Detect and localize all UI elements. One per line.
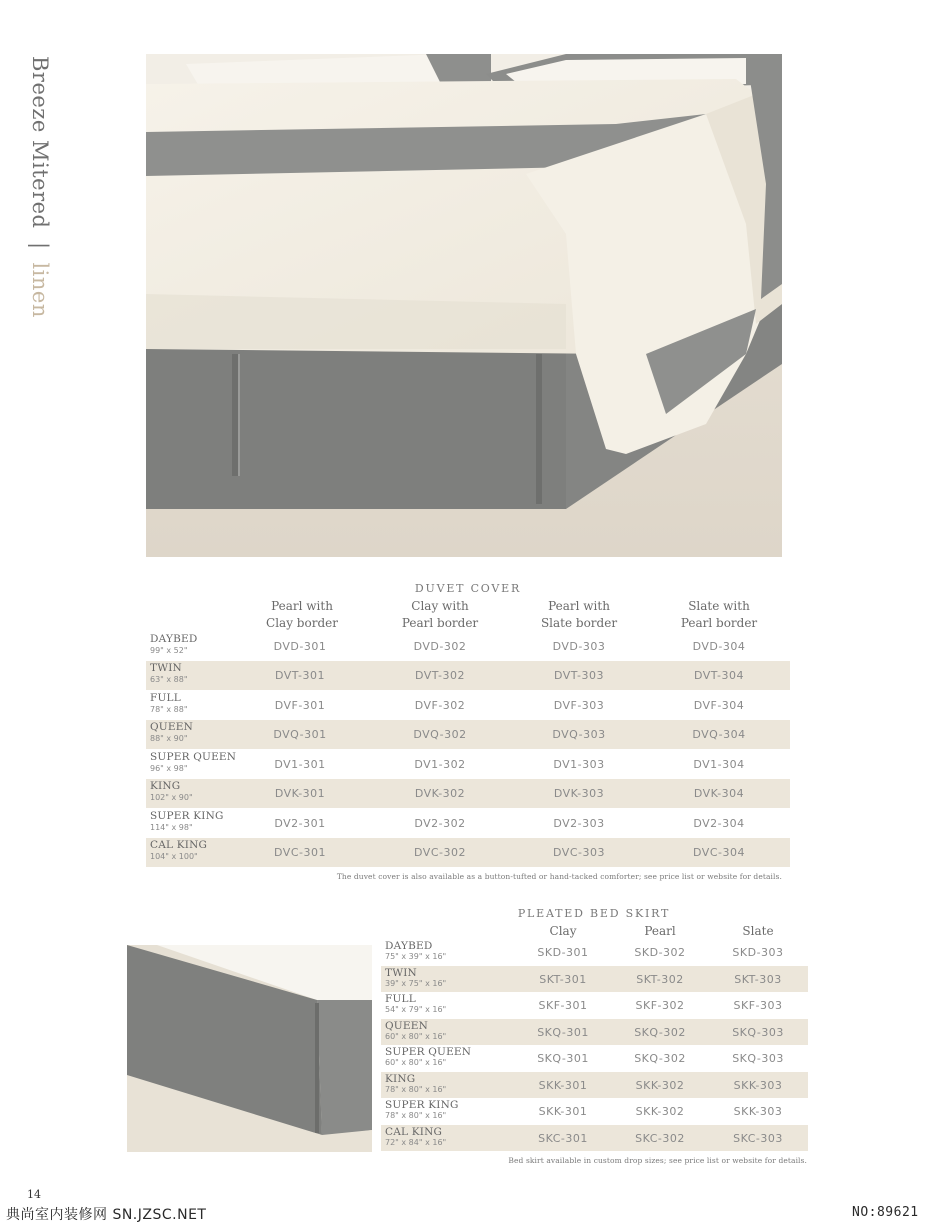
sku-code: DVD-301 bbox=[273, 640, 327, 653]
duvet-column-header bbox=[232, 598, 372, 632]
table-row bbox=[146, 661, 790, 690]
sku-code: DVT-303 bbox=[554, 669, 604, 682]
size-label: KING bbox=[150, 780, 181, 792]
size-label: TWIN bbox=[150, 662, 182, 674]
skirt-table bbox=[381, 905, 808, 1170]
sku-code: DVK-302 bbox=[414, 787, 466, 800]
sku-code: SKD-301 bbox=[537, 946, 589, 959]
size-label: SUPER QUEEN bbox=[150, 751, 237, 763]
sku-code: SKQ-303 bbox=[732, 1026, 784, 1039]
size-label: QUEEN bbox=[150, 721, 193, 733]
column-line: Pearl with bbox=[271, 599, 333, 613]
sku-code: SKK-301 bbox=[538, 1079, 588, 1092]
table-row bbox=[146, 750, 790, 779]
page-number: 14 bbox=[27, 1188, 41, 1201]
size-dimensions: 75" x 39" x 16" bbox=[385, 952, 447, 961]
table-row bbox=[146, 632, 790, 661]
size-label: FULL bbox=[150, 692, 181, 704]
sku-code: SKC-301 bbox=[538, 1132, 588, 1145]
duvet-column-header bbox=[649, 598, 789, 632]
sku-code: DVQ-301 bbox=[273, 728, 327, 741]
sku-code: SKC-302 bbox=[635, 1132, 685, 1145]
table-row bbox=[381, 1045, 808, 1071]
size-label: DAYBED bbox=[150, 633, 198, 645]
column-line: Slate border bbox=[540, 616, 618, 630]
sku-code: DV1-304 bbox=[693, 758, 745, 771]
sku-code: SKT-302 bbox=[636, 973, 684, 986]
size-label: TWIN bbox=[385, 967, 417, 979]
size-label: FULL bbox=[385, 993, 416, 1005]
duvet-table-title: DUVET COVER bbox=[414, 582, 522, 595]
sku-code: SKF-302 bbox=[635, 999, 685, 1012]
sku-code: DVF-302 bbox=[414, 699, 466, 712]
sku-code: SKT-301 bbox=[539, 973, 587, 986]
sku-code: SKD-302 bbox=[634, 946, 686, 959]
sku-code: DVC-302 bbox=[414, 846, 466, 859]
sku-code: DVQ-302 bbox=[413, 728, 467, 741]
sku-code: DVC-301 bbox=[274, 846, 326, 859]
fabric-name: linen bbox=[28, 262, 52, 318]
size-label: SUPER QUEEN bbox=[385, 1046, 472, 1058]
sku-code: DVT-304 bbox=[694, 669, 744, 682]
table-row bbox=[381, 939, 808, 965]
size-dimensions: 60" x 80" x 16" bbox=[385, 1058, 447, 1067]
table-row bbox=[146, 779, 790, 808]
watermark-left: 典尚室内装修网 SN.JZSC.NET bbox=[6, 1207, 207, 1223]
column-line: Pearl border bbox=[680, 616, 758, 630]
sku-code: DVT-302 bbox=[415, 669, 465, 682]
sku-code: DVD-304 bbox=[692, 640, 746, 653]
table-row bbox=[146, 809, 790, 838]
size-dimensions: 104" x 100" bbox=[150, 852, 198, 861]
column-line: Pearl border bbox=[401, 616, 479, 630]
sku-code: SKD-303 bbox=[732, 946, 784, 959]
sku-code: DVD-303 bbox=[552, 640, 606, 653]
size-dimensions: 102" x 90" bbox=[150, 793, 193, 802]
table-row bbox=[146, 720, 790, 749]
size-dimensions: 99" x 52" bbox=[150, 646, 188, 655]
duvet-table bbox=[146, 580, 790, 885]
sku-code: SKQ-302 bbox=[634, 1026, 686, 1039]
size-label: QUEEN bbox=[385, 1020, 428, 1032]
size-label: SUPER KING bbox=[150, 810, 224, 822]
collection-name: Breeze Mitered bbox=[28, 56, 52, 229]
sku-code: SKK-301 bbox=[538, 1105, 588, 1118]
sku-code: SKK-302 bbox=[635, 1079, 685, 1092]
column-line: Clay with bbox=[411, 599, 469, 613]
sku-code: SKQ-303 bbox=[732, 1052, 784, 1065]
sku-code: DVT-301 bbox=[275, 669, 325, 682]
column-line: Pearl with bbox=[548, 599, 610, 613]
sku-code: DV1-302 bbox=[414, 758, 466, 771]
table-row bbox=[381, 992, 808, 1018]
sku-code: SKF-301 bbox=[538, 999, 588, 1012]
size-dimensions: 60" x 80" x 16" bbox=[385, 1032, 447, 1041]
sku-code: SKQ-302 bbox=[634, 1052, 686, 1065]
bedding-photo bbox=[146, 54, 782, 557]
table-row bbox=[381, 966, 808, 992]
sku-code: DVQ-303 bbox=[552, 728, 606, 741]
sku-code: DVK-303 bbox=[553, 787, 605, 800]
size-label: SUPER KING bbox=[385, 1099, 459, 1111]
size-dimensions: 114" x 98" bbox=[150, 823, 193, 832]
column-line: Slate with bbox=[688, 599, 750, 613]
sku-code: DVF-303 bbox=[553, 699, 605, 712]
sku-code: SKK-303 bbox=[733, 1105, 783, 1118]
title-separator: | bbox=[28, 241, 52, 250]
sku-code: DV2-303 bbox=[553, 817, 605, 830]
duvet-note: The duvet cover is also available as a button-tufted or hand-tacked comforter; see price list or website for details. bbox=[336, 872, 782, 881]
size-dimensions: 78" x 88" bbox=[150, 705, 188, 714]
sku-code: DV2-304 bbox=[693, 817, 745, 830]
sku-code: DVF-301 bbox=[274, 699, 326, 712]
size-dimensions: 78" x 80" x 16" bbox=[385, 1085, 447, 1094]
size-label: CAL KING bbox=[385, 1126, 443, 1138]
size-label: KING bbox=[385, 1073, 416, 1085]
table-row bbox=[381, 1072, 808, 1098]
skirt-column-header: Slate bbox=[742, 924, 774, 938]
sku-code: SKQ-301 bbox=[537, 1026, 589, 1039]
collection-title bbox=[22, 56, 52, 318]
skirt-column-header: Clay bbox=[549, 924, 577, 938]
sku-code: SKF-303 bbox=[733, 999, 783, 1012]
sku-code: DV1-301 bbox=[274, 758, 326, 771]
table-row bbox=[146, 838, 790, 867]
sku-code: DVC-303 bbox=[553, 846, 605, 859]
sku-code: DVD-302 bbox=[413, 640, 467, 653]
table-row bbox=[381, 1125, 808, 1151]
sku-code: DVK-301 bbox=[274, 787, 326, 800]
skirt-note: Bed skirt available in custom drop sizes; see price list or website for details. bbox=[508, 1156, 807, 1165]
sku-code: DVQ-304 bbox=[692, 728, 746, 741]
sku-code: DVC-304 bbox=[693, 846, 745, 859]
sku-code: DV2-302 bbox=[414, 817, 466, 830]
sku-code: SKK-303 bbox=[733, 1079, 783, 1092]
skirt-table-title: PLEATED BED SKIRT bbox=[517, 907, 671, 920]
table-row bbox=[381, 1098, 808, 1124]
sku-code: DV1-303 bbox=[553, 758, 605, 771]
sku-code: SKQ-301 bbox=[537, 1052, 589, 1065]
size-dimensions: 39" x 75" x 16" bbox=[385, 979, 447, 988]
size-dimensions: 96" x 98" bbox=[150, 764, 188, 773]
size-dimensions: 72" x 84" x 16" bbox=[385, 1138, 447, 1147]
sku-code: DV2-301 bbox=[274, 817, 326, 830]
size-dimensions: 78" x 80" x 16" bbox=[385, 1111, 447, 1120]
sku-code: DVK-304 bbox=[693, 787, 745, 800]
size-label: CAL KING bbox=[150, 839, 208, 851]
sku-code: DVF-304 bbox=[693, 699, 745, 712]
size-dimensions: 88" x 90" bbox=[150, 734, 188, 743]
size-dimensions: 54" x 79" x 16" bbox=[385, 1005, 447, 1014]
sku-code: SKC-303 bbox=[733, 1132, 783, 1145]
skirt-column-header: Pearl bbox=[644, 924, 676, 938]
sku-code: SKT-303 bbox=[734, 973, 782, 986]
size-dimensions: 63" x 88" bbox=[150, 675, 188, 684]
duvet-column-header bbox=[509, 598, 649, 632]
size-label: DAYBED bbox=[385, 940, 433, 952]
sku-code: SKK-302 bbox=[635, 1105, 685, 1118]
duvet-column-header bbox=[370, 598, 510, 632]
table-row bbox=[146, 691, 790, 720]
table-row bbox=[381, 1019, 808, 1045]
watermark-right: NO:89621 bbox=[852, 1205, 919, 1220]
bed-skirt-photo bbox=[127, 945, 372, 1152]
column-line: Clay border bbox=[266, 616, 338, 630]
